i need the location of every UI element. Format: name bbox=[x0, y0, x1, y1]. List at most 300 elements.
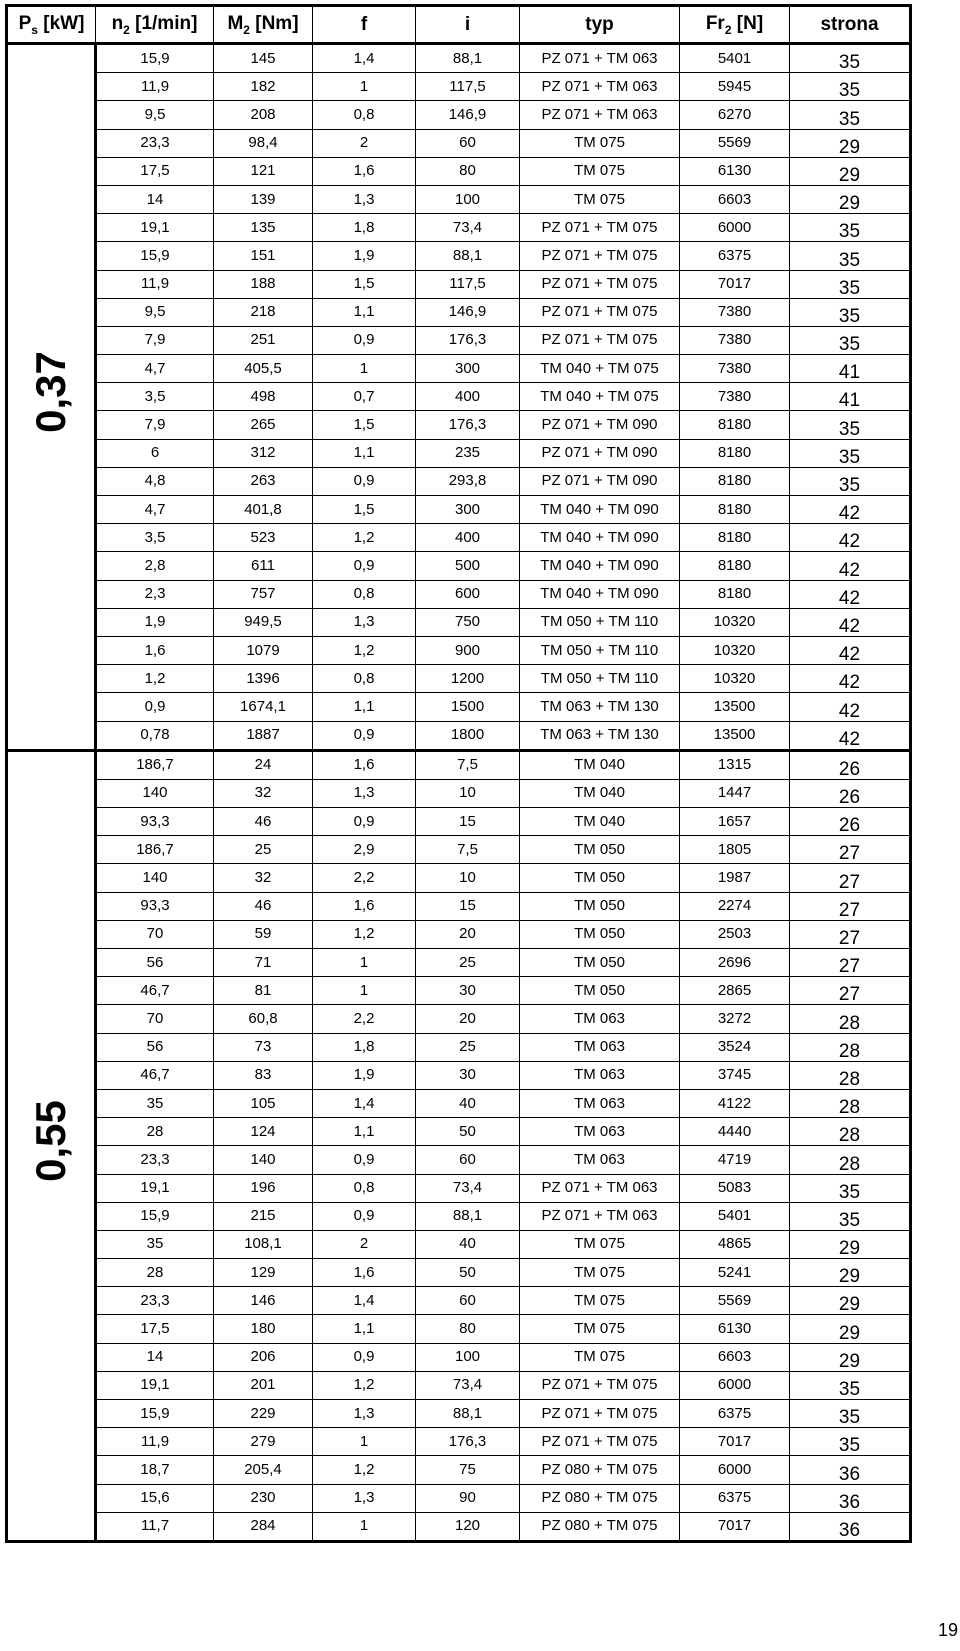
table-cell: 8180 bbox=[680, 439, 790, 467]
table-cell: 35 bbox=[790, 1174, 911, 1202]
table-cell: 14 bbox=[96, 185, 214, 213]
table-row bbox=[7, 326, 911, 354]
column-header-subscript: 2 bbox=[123, 22, 130, 37]
table-cell: 1,6 bbox=[313, 1259, 416, 1287]
column-header-base: typ bbox=[585, 13, 614, 35]
table-cell: 35 bbox=[790, 270, 911, 298]
table-cell: 17,5 bbox=[96, 1315, 214, 1343]
table-row bbox=[7, 101, 911, 129]
table-cell: 4,7 bbox=[96, 496, 214, 524]
table-row bbox=[7, 1343, 911, 1371]
table-cell: 1 bbox=[313, 1512, 416, 1541]
table-cell: 8180 bbox=[680, 524, 790, 552]
table-cell: 140 bbox=[214, 1146, 313, 1174]
table-cell: PZ 071 + TM 075 bbox=[520, 1371, 680, 1399]
table-row bbox=[7, 1428, 911, 1456]
table-cell: 23,3 bbox=[96, 1146, 214, 1174]
table-row bbox=[7, 1371, 911, 1399]
table-cell: TM 050 bbox=[520, 949, 680, 977]
table-cell: 10 bbox=[416, 864, 520, 892]
table-cell: 4,7 bbox=[96, 355, 214, 383]
table-cell: PZ 080 + TM 075 bbox=[520, 1484, 680, 1512]
table-cell: 7,9 bbox=[96, 411, 214, 439]
table-cell: TM 050 + TM 110 bbox=[520, 665, 680, 693]
table-cell: 10320 bbox=[680, 608, 790, 636]
table-cell: 4,8 bbox=[96, 467, 214, 495]
table-row bbox=[7, 808, 911, 836]
table-cell: 35 bbox=[790, 73, 911, 101]
gearmotor-selection-table bbox=[5, 4, 912, 1543]
table-cell: 1805 bbox=[680, 836, 790, 864]
table-cell: 29 bbox=[790, 157, 911, 185]
column-header-unit: [N] bbox=[731, 12, 764, 34]
table-cell: 2696 bbox=[680, 949, 790, 977]
table-cell: 215 bbox=[214, 1202, 313, 1230]
table-cell: 279 bbox=[214, 1428, 313, 1456]
table-cell: 0,78 bbox=[96, 721, 214, 750]
column-header bbox=[214, 6, 313, 44]
table-cell: 206 bbox=[214, 1343, 313, 1371]
table-cell: 42 bbox=[790, 496, 911, 524]
table-cell: 6603 bbox=[680, 185, 790, 213]
table-cell: 59 bbox=[214, 920, 313, 948]
table-cell: 5569 bbox=[680, 1287, 790, 1315]
table-row bbox=[7, 949, 911, 977]
table-row bbox=[7, 1315, 911, 1343]
table-cell: TM 075 bbox=[520, 1259, 680, 1287]
table-cell: 15 bbox=[416, 892, 520, 920]
table-cell: 28 bbox=[790, 1005, 911, 1033]
table-cell: 7017 bbox=[680, 270, 790, 298]
table-cell: TM 050 + TM 110 bbox=[520, 608, 680, 636]
table-cell: TM 063 + TM 130 bbox=[520, 693, 680, 721]
table-cell: TM 063 bbox=[520, 1061, 680, 1089]
table-cell: 88,1 bbox=[416, 1202, 520, 1230]
table-row bbox=[7, 892, 911, 920]
table-cell: 145 bbox=[214, 44, 313, 73]
table-cell: 1315 bbox=[680, 750, 790, 779]
table-cell: 32 bbox=[214, 779, 313, 807]
table-cell: 9,5 bbox=[96, 101, 214, 129]
column-header bbox=[680, 6, 790, 44]
table-cell: 20 bbox=[416, 920, 520, 948]
power-group-cell bbox=[7, 44, 96, 751]
column-header-base: Fr bbox=[705, 12, 725, 34]
table-cell: 42 bbox=[790, 608, 911, 636]
table-cell: 3,5 bbox=[96, 524, 214, 552]
table-cell: 26 bbox=[790, 750, 911, 779]
table-cell: 949,5 bbox=[214, 608, 313, 636]
table-cell: 7380 bbox=[680, 326, 790, 354]
column-header-unit: [kW] bbox=[37, 12, 85, 34]
table-cell: PZ 071 + TM 090 bbox=[520, 411, 680, 439]
table-cell: 18,7 bbox=[96, 1456, 214, 1484]
table-cell: 1 bbox=[313, 73, 416, 101]
table-cell: 0,9 bbox=[313, 1343, 416, 1371]
table-cell: 2,3 bbox=[96, 580, 214, 608]
table-cell: 42 bbox=[790, 665, 911, 693]
table-cell: 6270 bbox=[680, 101, 790, 129]
table-cell: 3,5 bbox=[96, 383, 214, 411]
table-row bbox=[7, 864, 911, 892]
table-cell: 0,9 bbox=[96, 693, 214, 721]
table-row bbox=[7, 779, 911, 807]
table-row bbox=[7, 836, 911, 864]
table-cell: 70 bbox=[96, 920, 214, 948]
table-cell: 151 bbox=[214, 242, 313, 270]
table-cell: 5241 bbox=[680, 1259, 790, 1287]
table-row bbox=[7, 1202, 911, 1230]
table-cell: 757 bbox=[214, 580, 313, 608]
table-cell: 176,3 bbox=[416, 411, 520, 439]
table-row bbox=[7, 608, 911, 636]
table-cell: 1,3 bbox=[313, 1400, 416, 1428]
table-cell: PZ 071 + TM 075 bbox=[520, 298, 680, 326]
table-cell: 900 bbox=[416, 636, 520, 664]
table-cell: 11,9 bbox=[96, 73, 214, 101]
table-cell: 0,9 bbox=[313, 808, 416, 836]
table-cell: 70 bbox=[96, 1005, 214, 1033]
table-cell: 0,9 bbox=[313, 326, 416, 354]
column-header bbox=[416, 6, 520, 44]
table-cell: 208 bbox=[214, 101, 313, 129]
table-cell: 1,9 bbox=[313, 242, 416, 270]
table-cell: 312 bbox=[214, 439, 313, 467]
table-cell: 56 bbox=[96, 949, 214, 977]
table-cell: 9,5 bbox=[96, 298, 214, 326]
table-row bbox=[7, 721, 911, 750]
table-cell: 1800 bbox=[416, 721, 520, 750]
column-header-base: strona bbox=[820, 13, 879, 35]
table-cell: 29 bbox=[790, 185, 911, 213]
table-row bbox=[7, 73, 911, 101]
table-cell: 8180 bbox=[680, 467, 790, 495]
table-cell: 0,8 bbox=[313, 1174, 416, 1202]
table-cell: 1,1 bbox=[313, 1315, 416, 1343]
table-cell: PZ 071 + TM 075 bbox=[520, 1400, 680, 1428]
table-cell: PZ 071 + TM 075 bbox=[520, 214, 680, 242]
table-cell: 146,9 bbox=[416, 298, 520, 326]
table-cell: 83 bbox=[214, 1061, 313, 1089]
table-row bbox=[7, 383, 911, 411]
table-cell: 35 bbox=[790, 326, 911, 354]
table-cell: 28 bbox=[790, 1089, 911, 1117]
table-cell: 80 bbox=[416, 157, 520, 185]
column-header-subscript: 2 bbox=[243, 22, 250, 37]
table-cell: 80 bbox=[416, 1315, 520, 1343]
table-cell: PZ 071 + TM 063 bbox=[520, 1174, 680, 1202]
table-cell: 8180 bbox=[680, 552, 790, 580]
table-row bbox=[7, 411, 911, 439]
table-row bbox=[7, 1089, 911, 1117]
table-cell: 50 bbox=[416, 1259, 520, 1287]
table-cell: 1,5 bbox=[313, 270, 416, 298]
power-value: 0,37 bbox=[27, 350, 74, 433]
table-cell: 124 bbox=[214, 1118, 313, 1146]
table-cell: 1,1 bbox=[313, 298, 416, 326]
table-cell: 6130 bbox=[680, 157, 790, 185]
column-header-base: n bbox=[111, 12, 124, 34]
table-cell: 1,6 bbox=[96, 636, 214, 664]
table-row bbox=[7, 467, 911, 495]
column-header-subscript: 2 bbox=[724, 22, 732, 37]
table-cell: 176,3 bbox=[416, 326, 520, 354]
table-cell: 1,2 bbox=[313, 920, 416, 948]
table-cell: 2,9 bbox=[313, 836, 416, 864]
table-cell: 27 bbox=[790, 949, 911, 977]
table-cell: 100 bbox=[416, 1343, 520, 1371]
table-cell: 35 bbox=[96, 1089, 214, 1117]
table-cell: 28 bbox=[96, 1118, 214, 1146]
table-cell: 26 bbox=[790, 779, 911, 807]
table-cell: 400 bbox=[416, 383, 520, 411]
table-cell: 1,2 bbox=[313, 1371, 416, 1399]
table-cell: 265 bbox=[214, 411, 313, 439]
table-cell: 105 bbox=[214, 1089, 313, 1117]
table-cell: 7017 bbox=[680, 1512, 790, 1541]
column-header-base: P bbox=[18, 12, 32, 34]
table-cell: 35 bbox=[790, 1400, 911, 1428]
table-cell: 10 bbox=[416, 779, 520, 807]
table-cell: TM 040 bbox=[520, 808, 680, 836]
table-cell: 2503 bbox=[680, 920, 790, 948]
table-cell: 11,7 bbox=[96, 1512, 214, 1541]
table-cell: 75 bbox=[416, 1456, 520, 1484]
table-cell: 4865 bbox=[680, 1230, 790, 1258]
table-cell: 251 bbox=[214, 326, 313, 354]
table-row bbox=[7, 1005, 911, 1033]
table-cell: 42 bbox=[790, 580, 911, 608]
column-header-subscript: s bbox=[31, 22, 38, 37]
table-cell: 201 bbox=[214, 1371, 313, 1399]
table-cell: 8180 bbox=[680, 496, 790, 524]
table-cell: PZ 071 + TM 063 bbox=[520, 73, 680, 101]
table-cell: TM 040 + TM 090 bbox=[520, 496, 680, 524]
table-cell: 13500 bbox=[680, 693, 790, 721]
table-cell: 0,7 bbox=[313, 383, 416, 411]
table-cell: 7,9 bbox=[96, 326, 214, 354]
table-cell: 498 bbox=[214, 383, 313, 411]
power-group-cell bbox=[7, 750, 96, 1541]
table-cell: 146,9 bbox=[416, 101, 520, 129]
table-row bbox=[7, 1061, 911, 1089]
table-cell: 611 bbox=[214, 552, 313, 580]
table-cell: 1,3 bbox=[313, 185, 416, 213]
table-cell: 3524 bbox=[680, 1033, 790, 1061]
table-row bbox=[7, 693, 911, 721]
table-cell: 35 bbox=[790, 44, 911, 73]
table-cell: 6375 bbox=[680, 1400, 790, 1428]
table-cell: 60 bbox=[416, 1287, 520, 1315]
table-cell: 35 bbox=[790, 214, 911, 242]
table-cell: TM 040 + TM 090 bbox=[520, 524, 680, 552]
table-cell: 56 bbox=[96, 1033, 214, 1061]
table-row bbox=[7, 1456, 911, 1484]
table-cell: 1 bbox=[313, 1428, 416, 1456]
table-cell: 35 bbox=[790, 411, 911, 439]
table-cell: 88,1 bbox=[416, 1400, 520, 1428]
table-cell: 300 bbox=[416, 496, 520, 524]
table-cell: 400 bbox=[416, 524, 520, 552]
table-cell: 29 bbox=[790, 1230, 911, 1258]
table-cell: 46,7 bbox=[96, 1061, 214, 1089]
table-cell: 7,5 bbox=[416, 750, 520, 779]
table-cell: 23,3 bbox=[96, 1287, 214, 1315]
table-cell: 29 bbox=[790, 1315, 911, 1343]
table-cell: 263 bbox=[214, 467, 313, 495]
table-cell: 93,3 bbox=[96, 892, 214, 920]
table-row bbox=[7, 552, 911, 580]
table-cell: 32 bbox=[214, 864, 313, 892]
table-cell: 11,9 bbox=[96, 270, 214, 298]
table-cell: 6 bbox=[96, 439, 214, 467]
table-cell: 50 bbox=[416, 1118, 520, 1146]
table-cell: 1887 bbox=[214, 721, 313, 750]
table-cell: 4719 bbox=[680, 1146, 790, 1174]
column-header bbox=[96, 6, 214, 44]
table-cell: 4440 bbox=[680, 1118, 790, 1146]
table-cell: TM 040 bbox=[520, 750, 680, 779]
table-cell: 17,5 bbox=[96, 157, 214, 185]
table-header bbox=[7, 6, 911, 44]
table-cell: 28 bbox=[96, 1259, 214, 1287]
table-cell: TM 040 + TM 090 bbox=[520, 552, 680, 580]
header-row bbox=[7, 6, 911, 44]
table-cell: 71 bbox=[214, 949, 313, 977]
table-cell: 196 bbox=[214, 1174, 313, 1202]
table-cell: 600 bbox=[416, 580, 520, 608]
table-cell: 30 bbox=[416, 1061, 520, 1089]
table-cell: TM 063 bbox=[520, 1089, 680, 1117]
table-cell: 523 bbox=[214, 524, 313, 552]
page-number: 19 bbox=[937, 1620, 958, 1640]
table-cell: 73 bbox=[214, 1033, 313, 1061]
table-cell: 6375 bbox=[680, 1484, 790, 1512]
table-cell: 27 bbox=[790, 892, 911, 920]
table-row bbox=[7, 1512, 911, 1541]
column-header-base: f bbox=[360, 13, 368, 35]
table-cell: TM 050 + TM 110 bbox=[520, 636, 680, 664]
table-cell: 27 bbox=[790, 864, 911, 892]
table-cell: TM 063 bbox=[520, 1118, 680, 1146]
table-cell: 35 bbox=[790, 298, 911, 326]
table-row bbox=[7, 1033, 911, 1061]
table-cell: 176,3 bbox=[416, 1428, 520, 1456]
table-cell: TM 063 bbox=[520, 1005, 680, 1033]
table-cell: 1 bbox=[313, 977, 416, 1005]
table-cell: PZ 071 + TM 090 bbox=[520, 467, 680, 495]
table-cell: TM 050 bbox=[520, 977, 680, 1005]
table-cell: 4122 bbox=[680, 1089, 790, 1117]
table-cell: 0,9 bbox=[313, 721, 416, 750]
table-cell: PZ 071 + TM 063 bbox=[520, 101, 680, 129]
table-cell: 180 bbox=[214, 1315, 313, 1343]
column-header bbox=[790, 6, 911, 44]
table-cell: 15,9 bbox=[96, 1400, 214, 1428]
table-cell: 146 bbox=[214, 1287, 313, 1315]
table-cell: 10320 bbox=[680, 665, 790, 693]
table-cell: 1,4 bbox=[313, 1287, 416, 1315]
table-cell: 15,9 bbox=[96, 242, 214, 270]
table-cell: 40 bbox=[416, 1230, 520, 1258]
table-cell: 235 bbox=[416, 439, 520, 467]
table-row bbox=[7, 439, 911, 467]
table-cell: 73,4 bbox=[416, 214, 520, 242]
table-cell: 1,2 bbox=[313, 1456, 416, 1484]
table-cell: 35 bbox=[790, 1202, 911, 1230]
table-cell: 98,4 bbox=[214, 129, 313, 157]
table-cell: 5945 bbox=[680, 73, 790, 101]
table-cell: TM 075 bbox=[520, 1343, 680, 1371]
table-cell: 1 bbox=[313, 355, 416, 383]
table-cell: TM 040 + TM 075 bbox=[520, 383, 680, 411]
table-cell: 139 bbox=[214, 185, 313, 213]
table-cell: 750 bbox=[416, 608, 520, 636]
table-cell: 0,9 bbox=[313, 552, 416, 580]
table-cell: 6603 bbox=[680, 1343, 790, 1371]
table-row bbox=[7, 214, 911, 242]
table-cell: 5083 bbox=[680, 1174, 790, 1202]
table-cell: PZ 071 + TM 063 bbox=[520, 1202, 680, 1230]
table-cell: 117,5 bbox=[416, 270, 520, 298]
column-header-unit: [1/min] bbox=[129, 12, 198, 34]
table-cell: 35 bbox=[790, 467, 911, 495]
table-cell: 2,2 bbox=[313, 864, 416, 892]
table-cell: PZ 071 + TM 075 bbox=[520, 1428, 680, 1456]
table-cell: 20 bbox=[416, 1005, 520, 1033]
table-row bbox=[7, 1400, 911, 1428]
table-cell: TM 063 bbox=[520, 1033, 680, 1061]
table-cell: 25 bbox=[416, 949, 520, 977]
table-row bbox=[7, 496, 911, 524]
table-cell: 2865 bbox=[680, 977, 790, 1005]
table-cell: 1,4 bbox=[313, 1089, 416, 1117]
table-cell: 121 bbox=[214, 157, 313, 185]
column-header bbox=[520, 6, 680, 44]
table-cell: 35 bbox=[790, 1371, 911, 1399]
table-cell: 60 bbox=[416, 129, 520, 157]
table-cell: 129 bbox=[214, 1259, 313, 1287]
table-cell: 284 bbox=[214, 1512, 313, 1541]
table-row bbox=[7, 1484, 911, 1512]
table-cell: 42 bbox=[790, 524, 911, 552]
table-cell: 29 bbox=[790, 1343, 911, 1371]
table-cell: 1200 bbox=[416, 665, 520, 693]
table-cell: 1,1 bbox=[313, 1118, 416, 1146]
table-cell: 26 bbox=[790, 808, 911, 836]
table-cell: TM 075 bbox=[520, 129, 680, 157]
table-row bbox=[7, 580, 911, 608]
table-cell: 27 bbox=[790, 836, 911, 864]
table-cell: 27 bbox=[790, 977, 911, 1005]
table-cell: 7380 bbox=[680, 355, 790, 383]
table-cell: 1,6 bbox=[313, 157, 416, 185]
table-cell: 19,1 bbox=[96, 214, 214, 242]
table-cell: TM 040 bbox=[520, 779, 680, 807]
table-cell: 15 bbox=[416, 808, 520, 836]
table-cell: 1,6 bbox=[313, 892, 416, 920]
table-cell: TM 075 bbox=[520, 185, 680, 213]
table-cell: 0,8 bbox=[313, 580, 416, 608]
table-cell: 6130 bbox=[680, 1315, 790, 1343]
table-cell: 25 bbox=[214, 836, 313, 864]
table-row bbox=[7, 355, 911, 383]
table-cell: 23,3 bbox=[96, 129, 214, 157]
table-cell: 1,1 bbox=[313, 693, 416, 721]
table-cell: 30 bbox=[416, 977, 520, 1005]
table-cell: 28 bbox=[790, 1033, 911, 1061]
table-cell: TM 040 + TM 090 bbox=[520, 580, 680, 608]
